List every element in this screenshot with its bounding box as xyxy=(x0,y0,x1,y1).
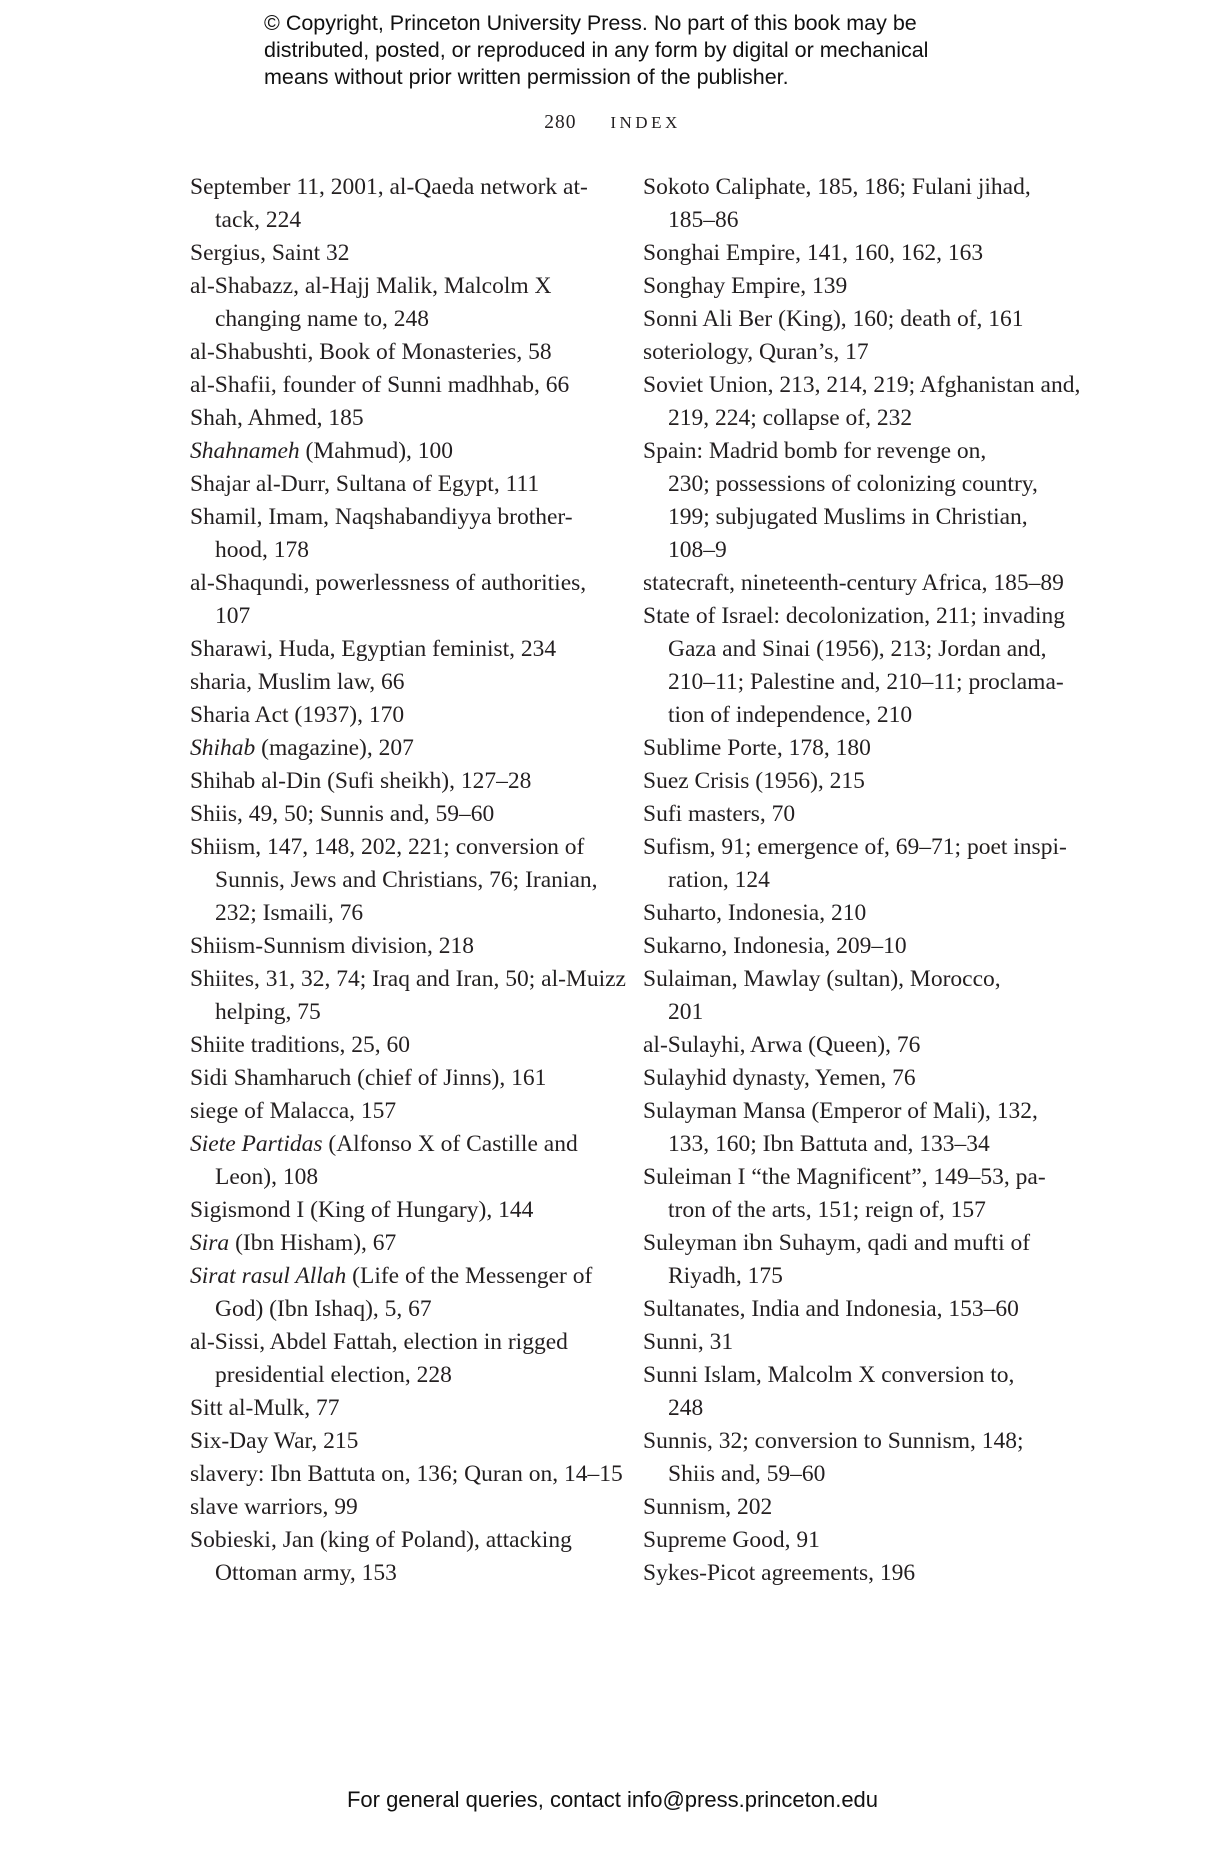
index-entry-line: ration, 124 xyxy=(668,867,770,893)
index-entry-line: Shiism, 147, 148, 202, 221; conversion of xyxy=(190,834,585,860)
index-entry-line: Sultanates, India and Indonesia, 153–60 xyxy=(643,1296,1019,1322)
index-entry-line: Suleyman ibn Suhaym, qadi and mufti of xyxy=(643,1230,1031,1256)
index-entry xyxy=(190,402,610,435)
index-entry xyxy=(643,963,1063,1029)
index-entry xyxy=(190,567,610,633)
index-entry-line: Sublime Porte, 178, 180 xyxy=(643,735,871,761)
index-entry-title: Shihab xyxy=(190,735,256,761)
index-entry xyxy=(643,1227,1063,1293)
index-entry-line xyxy=(190,435,610,468)
index-entry-title: Siete Partidas xyxy=(190,1131,323,1157)
index-entry-line: Six-Day War, 215 xyxy=(190,1428,359,1454)
copyright-notice xyxy=(264,10,1024,91)
index-entry-line: Sunnis, Jews and Christians, 76; Iranian, xyxy=(215,867,598,893)
index-entry-line: Sitt al-Mulk, 77 xyxy=(190,1395,340,1421)
index-entry-text: (magazine), 207 xyxy=(255,735,414,761)
index-entry-line: Sidi Shamharuch (chief of Jinns), 161 xyxy=(190,1065,547,1091)
index-entry xyxy=(190,1194,610,1227)
copyright-line: means without prior written permission of the publisher. xyxy=(264,65,789,89)
index-entry-line: Sulaiman, Mawlay (sultan), Morocco, xyxy=(643,966,1001,992)
index-entry-line: 201 xyxy=(668,999,704,1025)
index-entry xyxy=(643,303,1063,336)
index-entry xyxy=(190,435,610,468)
index-entry-line: Leon), 108 xyxy=(215,1164,319,1190)
index-entry xyxy=(190,666,610,699)
index-entry-line: tack, 224 xyxy=(215,207,302,233)
index-entry-line: presidential election, 228 xyxy=(215,1362,452,1388)
copyright-line: © Copyright, Princeton University Press. No part of this book may be xyxy=(264,11,917,35)
index-entry-title: Sira xyxy=(190,1230,230,1256)
index-entry-line: Shamil, Imam, Naqshabandiyya brother- xyxy=(190,504,573,530)
index-entry xyxy=(643,1062,1063,1095)
index-entry xyxy=(190,1029,610,1062)
index-entry xyxy=(190,1095,610,1128)
index-entry-line: 108–9 xyxy=(668,537,727,563)
index-entry-line: Sharawi, Huda, Egyptian feminist, 234 xyxy=(190,636,557,662)
index-entry-line: Gaza and Sinai (1956), 213; Jordan and, xyxy=(668,636,1047,662)
index-entry-line: Suleiman I “the Magnificent”, 149–53, pa- xyxy=(643,1164,1046,1190)
index-entry xyxy=(643,831,1067,897)
index-entry xyxy=(190,1392,610,1425)
index-entry-line: 107 xyxy=(215,603,251,629)
index-entry xyxy=(190,1491,610,1524)
index-entry-line: Sigismond I (King of Hungary), 144 xyxy=(190,1197,534,1223)
index-entry xyxy=(190,1425,610,1458)
index-entry-line: 232; Ismaili, 76 xyxy=(215,900,364,926)
index-entry-line: 230; possessions of colonizing country, xyxy=(668,471,1038,497)
index-entry-line: State of Israel: decolonization, 211; invading xyxy=(643,603,1066,629)
index-entry-line: al-Sissi, Abdel Fattah, election in rigged xyxy=(190,1329,568,1355)
index-entry-line: Shiis and, 59–60 xyxy=(668,1461,826,1487)
index-entry xyxy=(643,1161,1063,1227)
index-entry xyxy=(643,1557,1063,1590)
index-entry xyxy=(643,732,1063,765)
section-title: INDEX xyxy=(610,113,681,132)
index-entry xyxy=(190,336,610,369)
index-entry xyxy=(190,1260,610,1326)
footer-contact: For general queries, contact info@press.princeton.edu xyxy=(346,1787,879,1812)
index-entry-line: Sunnism, 202 xyxy=(643,1494,773,1520)
index-entry-line: Shiites, 31, 32, 74; Iraq and Iran, 50; al-Muizz xyxy=(190,966,626,992)
index-column-left xyxy=(190,171,626,1590)
index-entry-text: (Life of the Messenger of xyxy=(346,1263,593,1289)
index-entry-line: Ottoman army, 153 xyxy=(215,1560,397,1586)
index-entry xyxy=(643,369,1081,435)
index-entry-line: Shihab al-Din (Sufi sheikh), 127–28 xyxy=(190,768,532,794)
index-entry-line xyxy=(190,732,610,765)
index-entry xyxy=(190,1326,610,1392)
index-entry-line: Shiis, 49, 50; Sunnis and, 59–60 xyxy=(190,801,495,827)
index-entry-line: Shiism-Sunnism division, 218 xyxy=(190,933,475,959)
index-entry-line: Sobieski, Jan (king of Poland), attacking xyxy=(190,1527,572,1553)
index-entry-line: slave warriors, 99 xyxy=(190,1494,358,1520)
index-entry-line: Sukarno, Indonesia, 209–10 xyxy=(643,933,907,959)
index-entry xyxy=(190,237,610,270)
index-entry-line: statecraft, nineteenth-century Africa, 185–89 xyxy=(643,570,1064,596)
index-entry-line: Songhai Empire, 141, 160, 162, 163 xyxy=(643,240,984,266)
index-entry xyxy=(643,270,1063,303)
index-entry-line: 185–86 xyxy=(668,207,739,233)
index-entry-line: soteriology, Quran’s, 17 xyxy=(643,339,869,365)
index-entry-line: Sergius, Saint 32 xyxy=(190,240,350,266)
index-entry-line: al-Shabazz, al-Hajj Malik, Malcolm X xyxy=(190,273,552,299)
index-entry-line: siege of Malacca, 157 xyxy=(190,1098,397,1124)
index-entry-line: al-Shafii, founder of Sunni madhhab, 66 xyxy=(190,372,570,398)
index-entry xyxy=(643,1359,1063,1425)
index-entry xyxy=(190,1458,623,1491)
index-entry-text: (Mahmud), 100 xyxy=(299,438,454,464)
index-entry xyxy=(643,897,1063,930)
page-number: 280 xyxy=(544,112,577,133)
index-entry-line: Shah, Ahmed, 185 xyxy=(190,405,364,431)
index-entry-line: Sharia Act (1937), 170 xyxy=(190,702,405,728)
index-entry-line: Suharto, Indonesia, 210 xyxy=(643,900,867,926)
index-entry xyxy=(190,468,610,501)
index-entry xyxy=(643,237,1063,270)
index-entry-line: changing name to, 248 xyxy=(215,306,430,332)
index-entry-line: Sulayhid dynasty, Yemen, 76 xyxy=(643,1065,916,1091)
index-entry xyxy=(643,1524,1063,1557)
index-entry-line: 210–11; Palestine and, 210–11; proclama- xyxy=(668,669,1064,695)
index-entry-line xyxy=(190,1227,610,1260)
index-entry-line: Sulayman Mansa (Emperor of Mali), 132, xyxy=(643,1098,1038,1124)
index-entry-line: 219, 224; collapse of, 232 xyxy=(668,405,913,431)
index-entry xyxy=(643,1326,1063,1359)
index-entry-line xyxy=(190,1260,610,1293)
index-entry-line: helping, 75 xyxy=(215,999,321,1025)
index-entry-line: Sokoto Caliphate, 185, 186; Fulani jihad, xyxy=(643,174,1031,200)
index-entry-line: Suez Crisis (1956), 215 xyxy=(643,768,865,794)
index-entry xyxy=(643,765,1063,798)
index-entry-line: tron of the arts, 151; reign of, 157 xyxy=(668,1197,986,1223)
copyright-line: distributed, posted, or reproduced in any form by digital or mechanical xyxy=(264,38,929,62)
index-entry-line: Shajar al-Durr, Sultana of Egypt, 111 xyxy=(190,471,540,497)
running-head xyxy=(0,112,1225,134)
index-entry-line: 133, 160; Ibn Battuta and, 133–34 xyxy=(668,1131,990,1157)
index-entry xyxy=(643,171,1063,237)
index-entry-text: (Alfonso X of Castille and xyxy=(322,1131,578,1157)
index-entry-line: tion of independence, 210 xyxy=(668,702,913,728)
index-entry xyxy=(643,435,1063,567)
index-entry xyxy=(190,699,610,732)
index-entry-line: Songhay Empire, 139 xyxy=(643,273,848,299)
index-entry-line: Sunnis, 32; conversion to Sunnism, 148; xyxy=(643,1428,1024,1454)
index-entry xyxy=(643,798,1063,831)
index-entry-line: God) (Ibn Ishaq), 5, 67 xyxy=(215,1296,432,1322)
index-entry-line: Soviet Union, 213, 214, 219; Afghanistan and, xyxy=(643,372,1081,398)
index-entry xyxy=(190,633,610,666)
index-entry xyxy=(190,369,610,402)
index-entry-line: 199; subjugated Muslims in Christian, xyxy=(668,504,1028,530)
index-column-right xyxy=(643,171,1081,1590)
index-entry-line: al-Sulayhi, Arwa (Queen), 76 xyxy=(643,1032,921,1058)
index-entry xyxy=(190,1524,610,1590)
index-entry-line: Riyadh, 175 xyxy=(668,1263,783,1289)
index-entry xyxy=(643,567,1063,600)
index-entry-title: Sirat rasul Allah xyxy=(190,1263,347,1289)
index-entry-title: Shahnameh xyxy=(190,438,300,464)
index-entry-line: 248 xyxy=(668,1395,704,1421)
index-entry-line: sharia, Muslim law, 66 xyxy=(190,669,405,695)
index-entry xyxy=(190,1227,610,1260)
index-entry-line: Sufism, 91; emergence of, 69–71; poet inspi- xyxy=(643,834,1067,860)
index-entry-line: slavery: Ibn Battuta on, 136; Quran on, 14–15 xyxy=(190,1461,623,1487)
index-entry xyxy=(190,1062,610,1095)
index-entry xyxy=(190,798,610,831)
index-entry xyxy=(643,600,1066,732)
index-entry-line: al-Shabushti, Book of Monasteries, 58 xyxy=(190,339,552,365)
index-entry-line: Sonni Ali Ber (King), 160; death of, 161 xyxy=(643,306,1024,332)
index-entry-line: September 11, 2001, al-Qaeda network at- xyxy=(190,174,588,200)
index-entry xyxy=(190,930,610,963)
index-entry-text: (Ibn Hisham), 67 xyxy=(229,1230,397,1256)
index-entry-line: hood, 178 xyxy=(215,537,309,563)
index-entry xyxy=(643,1425,1063,1491)
index-entry-line: Shiite traditions, 25, 60 xyxy=(190,1032,410,1058)
index-entry-line: Spain: Madrid bomb for revenge on, xyxy=(643,438,987,464)
index-entry-line: Sunni Islam, Malcolm X conversion to, xyxy=(643,1362,1015,1388)
index-entry xyxy=(643,1095,1063,1161)
index-entry xyxy=(190,963,626,1029)
index-entry-line: Sunni, 31 xyxy=(643,1329,734,1355)
index-entry xyxy=(190,765,610,798)
index-entry xyxy=(643,1029,1063,1062)
index-entry xyxy=(643,336,1063,369)
index-entry xyxy=(190,270,610,336)
index-entry xyxy=(643,1491,1063,1524)
index-entry-line: Sufi masters, 70 xyxy=(643,801,796,827)
index-entry xyxy=(190,171,610,237)
index-entry xyxy=(190,1128,610,1194)
index-entry xyxy=(643,1293,1063,1326)
index-entry-line: Supreme Good, 91 xyxy=(643,1527,820,1553)
index-entry-line: Sykes-Picot agreements, 196 xyxy=(643,1560,916,1586)
index-entry xyxy=(190,831,610,930)
index-entry-line xyxy=(190,1128,610,1161)
index-entry-line: al-Shaqundi, powerlessness of authorities, xyxy=(190,570,587,596)
index-entry xyxy=(643,930,1063,963)
index-entry xyxy=(190,501,610,567)
index-entry xyxy=(190,732,610,765)
